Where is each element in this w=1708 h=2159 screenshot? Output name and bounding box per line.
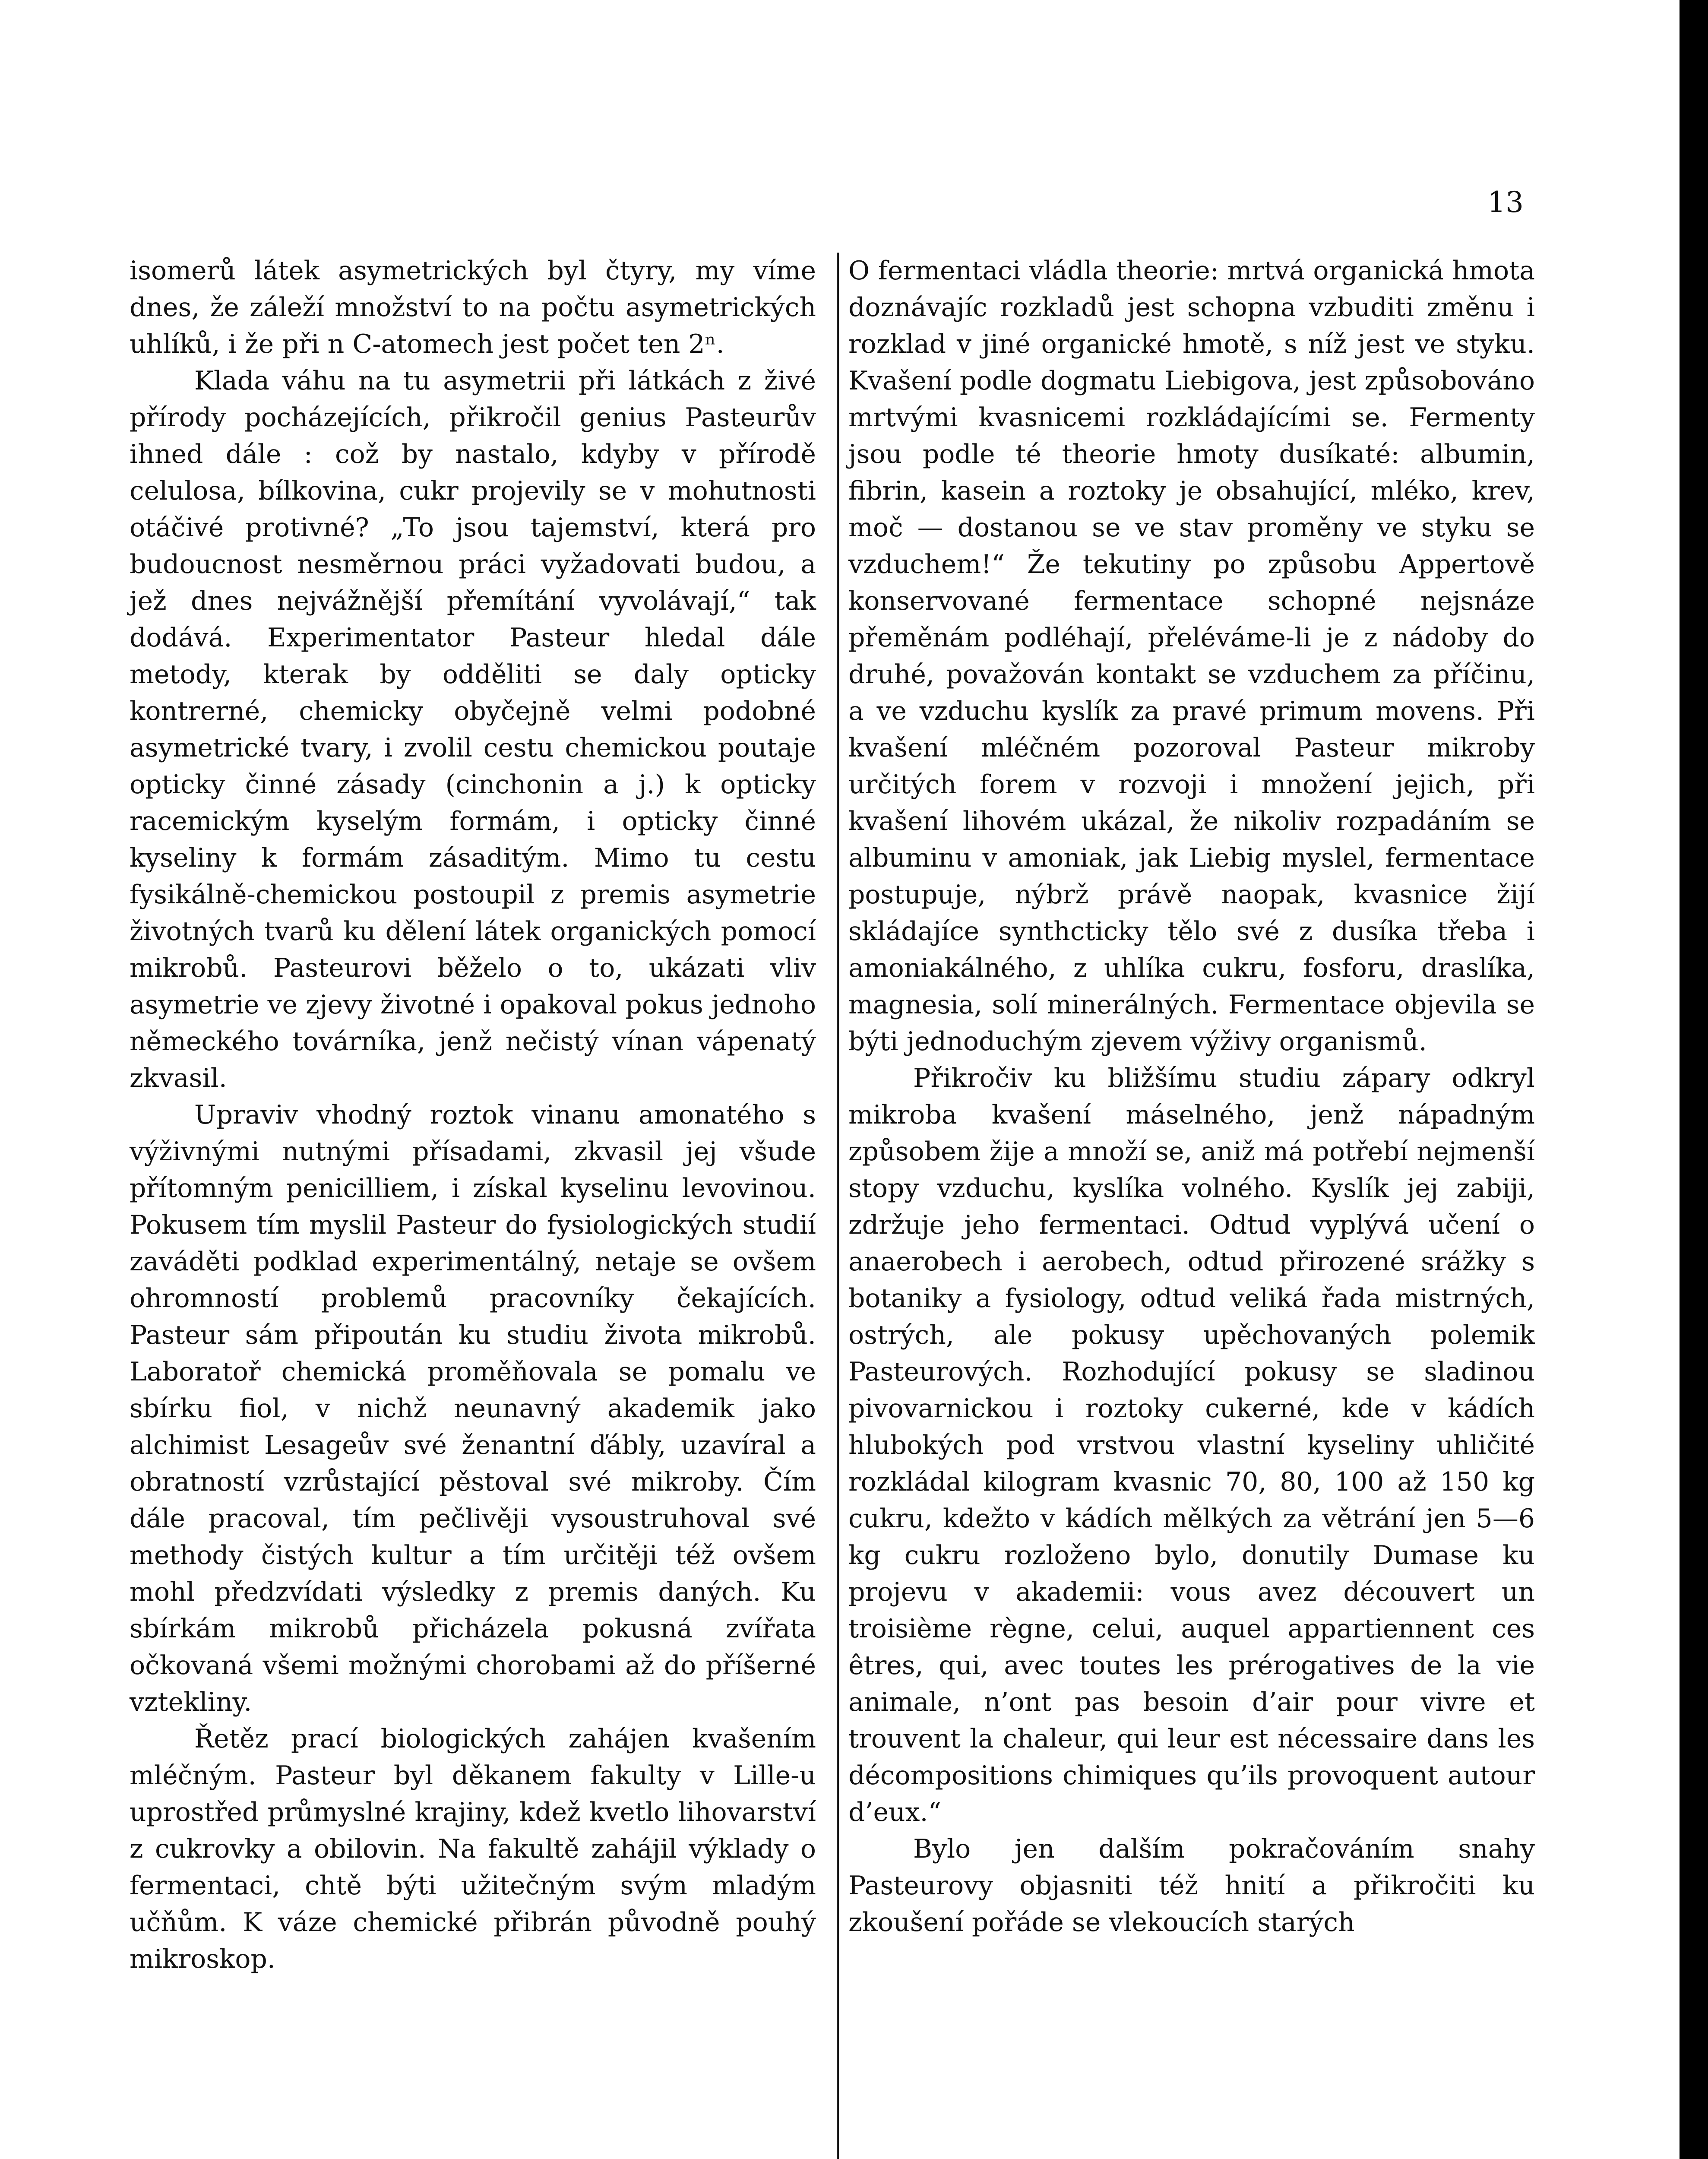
paragraph: Klada váhu na tu asymetrii při látkách z živé přírody pocházejících, přikročil genius Pasteurův ihned dále : což by nastalo, kdyby v přírodě celulosa, bílkovina, cukr projevily se v mohutnosti otáčivé protivné? „To jsou tajemství, která pro budoucnost nesměrnou práci vyžadovati budou, a jež dnes nejvážnější přemítání vyvolávají,“ tak dodává. Experimentator Pasteur hledal dále metody, kterak by odděliti se daly opticky kontrerné, chemicky obyčejně velmi podobné asymetrické tvary, i zvolil cestu chemickou poutaje opticky činné zásady (cinchonin a j.) k opticky racemickým kyselým formám, i opticky činné kyseliny k formám zásaditým. Mimo tu cestu fysikálně-chemickou postoupil z premis asymetrie životných tvarů ku dělení látek organických pomocí mikrobů. Pasteurovi běželo o to, ukázati vliv asymetrie ve zjevy životné i opakoval pokus jednoho německého továrníka, jenž nečistý vínan vápenatý zkvasil. (130, 366, 816, 1093)
scan-border (1680, 0, 1708, 2159)
paragraph: Upraviv vhodný roztok vinanu amonatého s výživnými nutnými přísadami, zkvasil jej všude přítomným penicilliem, i získal kyselinu levovinou. Pokusem tím myslil Pasteur do fysiologických studií zaváděti podklad experimentálný, netaje se ovšem ohromností problemů pracovníky čekajících. Pasteur sám připoután ku studiu života mikrobů. Laboratoř chemická proměňovala se pomalu ve sbírku fiol, v nichž neunavný akademik jako alchimist Lesageův své ženantní ďábly, uzavíral a obratností vzrůstající pěstoval své mikroby. Čím dále pracoval, tím pečlivěji vysoustruhoval své methody čistých kultur a tím určitěji též ovšem mohl předzvídati výsledky z premis daných. Ku sbírkám mikrobů přicházela pokusná zvířata očkovaná všemi možnými chorobami až do příšerné vztekliny. (130, 1100, 816, 1717)
paragraph: Bylo jen dalším pokračováním snahy Pasteurovy objasniti též hnití a přikročiti ku zkoušení pořáde se vlekoucích starých (848, 1834, 1535, 1937)
column-divider (837, 253, 839, 2159)
paragraph: isomerů látek asymetrických byl čtyry, my víme dnes, že záleží množství to na počtu asymetrických uhlíků, i že při n C-atomech jest počet ten 2ⁿ. (130, 256, 816, 359)
paragraph: O fermentaci vládla theorie: mrtvá organická hmota doznávajíc rozkladů jest schopna vzbuditi změnu i rozklad v jiné organické hmotě, s níž jest ve styku. Kvašení podle dogmatu Liebigova, jest způsobováno mrtvými kvasnicemi rozkládajícími se. Fermenty jsou podle té theorie hmoty dusíkaté: albumin, fibrin, kasein a roztoky je obsahující, mléko, krev, moč — dostanou se ve stav proměny ve styku se vzduchem!“ Že tekutiny po způsobu Appertově konservované fermentace schopné nejsnáze přeměnám podléhají, přeléváme-li je z nádoby do druhé, považován kontakt se vzduchem za příčinu, a ve vzduchu kyslík za pravé primum movens. Při kvašení mléčném pozoroval Pasteur mikroby určitých forem v rozvoji i množení jejich, při kvašení lihovém ukázal, že nikoliv rozpadáním se albuminu v amoniak, jak Liebig myslel, fermentace postupuje, nýbrž právě naopak, kvasnice žijí skládajíce synthcticky tělo své z dusíka třeba i amoniakálného, z uhlíka cukru, fosforu, draslíka, magnesia, solí minerálných. Fermentace objevila se býti jednoduchým zjevem výživy organismů. (848, 256, 1535, 1057)
right-text-column (848, 253, 1535, 1941)
paragraph: Přikročiv ku bližšímu studiu zápary odkryl mikroba kvašení máselného, jenž nápadným způsobem žije a množí se, aniž má potřebí nejmenší stopy vzduchu, kyslíka volného. Kyslík jej zabiji, zdržuje jeho fermentaci. Odtud vyplývá učení o anaerobech i aerobech, odtud přirozené srážky s botaniky a fysiology, odtud veliká řada mistrných, ostrých, ale pokusy upěchovaných polemik Pasteurových. Rozhodující pokusy se sladinou pivovarnickou i roztoky cukerné, kde v kádích hlubokých pod vrstvou vlastní kyseliny uhličité rozkládal kilogram kvasnic 70, 80, 100 až 150 kg cukru, kdežto v kádích mělkých za větrání jen 5—6 kg cukru rozloženo bylo, donutily Dumase ku projevu v akademii: vous avez découvert un troisième règne, celui, auquel appartiennent ces êtres, qui, avec toutes les prérogatives de la vie animale, n’ont pas besoin d’air pour vivre et trouvent la chaleur, qui leur est nécessaire dans les décompositions chimiques qu’ils provoquent autour d’eux.“ (848, 1063, 1535, 1827)
page-number: 13 (1487, 186, 1524, 219)
paragraph: Řetěz prací biologických zahájen kvašením mléčným. Pasteur byl děkanem fakulty v Lille-u uprostřed průmyslné krajiny, kdež kvetlo lihovarství z cukrovky a obilovin. Na fakultě zahájil výklady o fermentaci, chtě býti užitečným svým mladým učňům. K váze chemické přibrán původně pouhý mikroskop. (130, 1724, 816, 1974)
left-text-column (130, 253, 816, 1978)
